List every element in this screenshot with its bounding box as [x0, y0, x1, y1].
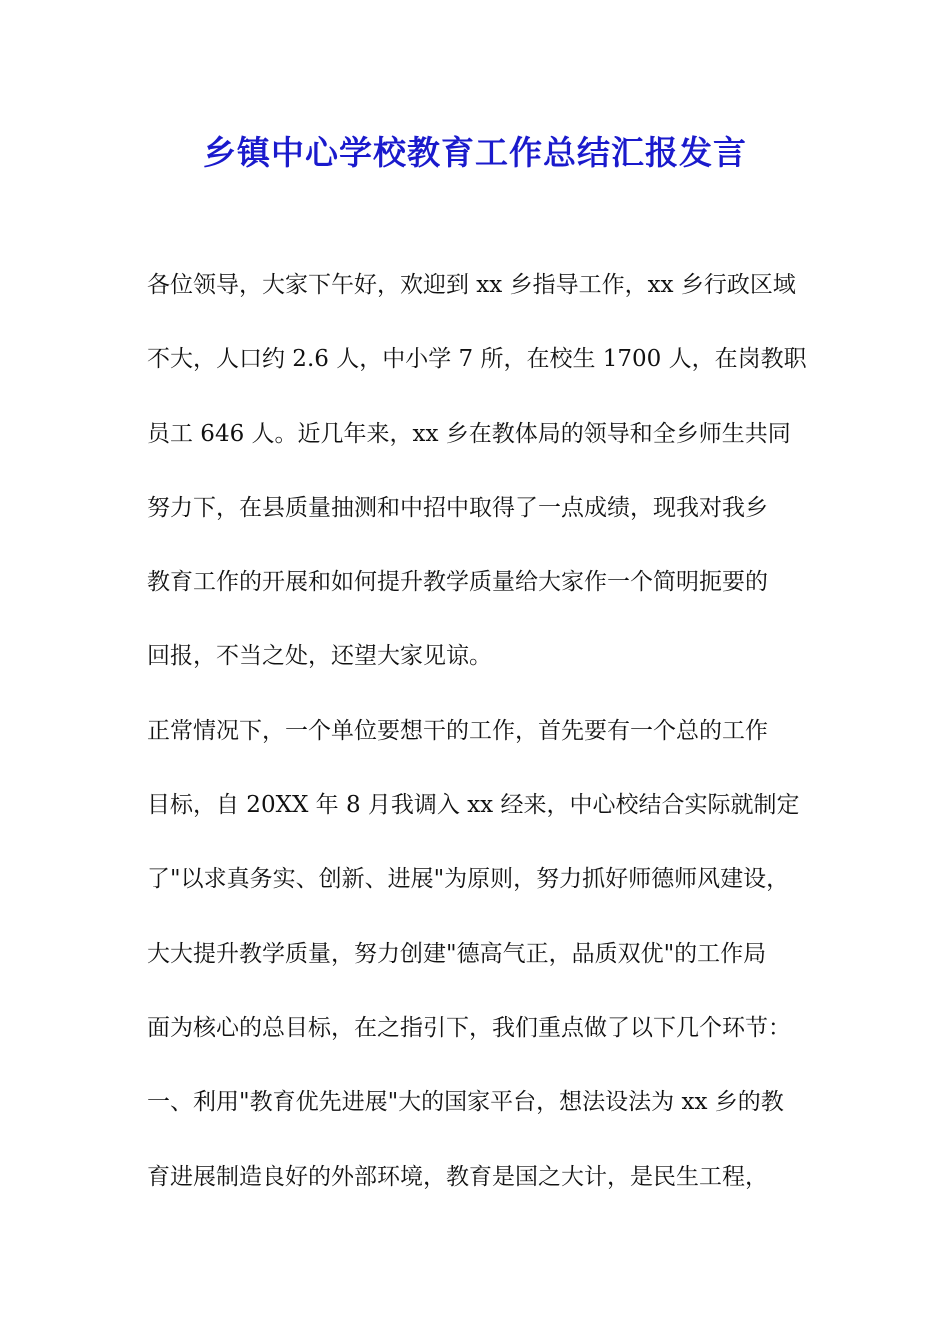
- text-line: 了"以求真务实、创新、进展"为原则，努力抓好师德师风建设，: [147, 866, 790, 893]
- text-line: 回报，不当之处，还望大家见谅。: [147, 643, 492, 670]
- text-line: 教育工作的开展和如何提升教学质量给大家作一个简明扼要的: [147, 569, 768, 596]
- text-line: 正常情况下，一个单位要想干的工作，首先要有一个总的工作: [147, 717, 768, 744]
- text-line: 各位领导，大家下午好，欢迎到 xx 乡指导工作，xx 乡行政区域: [147, 272, 796, 298]
- text-line: 育进展制造良好的外部环境，教育是国之大计，是民生工程，: [147, 1163, 768, 1190]
- text-line: 面为核心的总目标，在之指引下，我们重点做了以下几个环节：: [147, 1014, 791, 1041]
- document-body: [147, 262, 817, 1228]
- text-line: 不大，人口约 2.6 人，中小学 7 所，在校生 1700 人，在岗教职: [147, 346, 807, 373]
- text-line: 一、利用"教育优先进展"大的国家平台，想法设法为 xx 乡的教: [147, 1089, 784, 1116]
- text-line: 目标，自 20XX 年 8 月我调入 xx 经来，中心校结合实际就制定: [147, 792, 800, 819]
- document-title: 乡镇中心学校教育工作总结汇报发言: [203, 133, 747, 172]
- text-line: 大大提升教学质量，努力创建"德高气正，品质双优"的工作局: [147, 940, 767, 967]
- text-line: 员工 646 人。近几年来，xx 乡在教体局的领导和全乡师生共同: [147, 420, 791, 447]
- text-line: 努力下，在县质量抽测和中招中取得了一点成绩，现我对我乡: [147, 494, 768, 521]
